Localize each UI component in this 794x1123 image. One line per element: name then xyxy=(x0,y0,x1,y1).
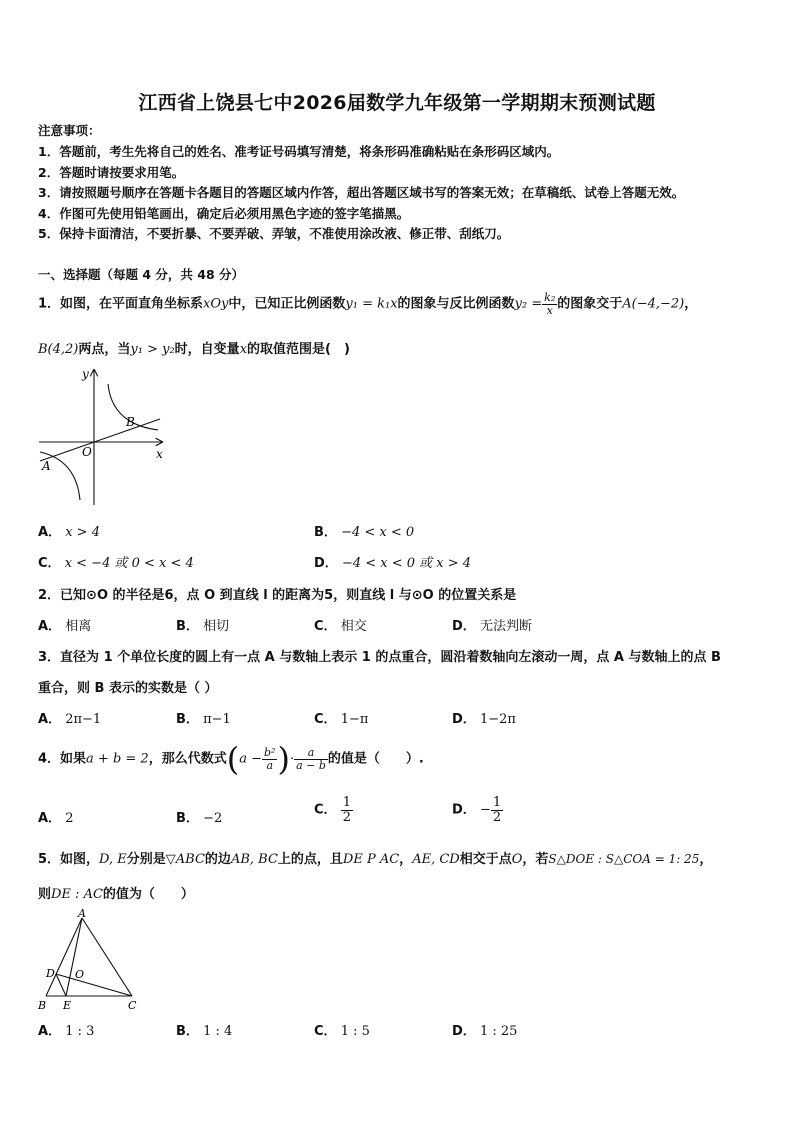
point-d-label: D xyxy=(46,967,55,980)
q1-function-graph xyxy=(36,364,168,508)
question-1-line-1: 1．如图，在平面直角坐标系xOy中，已知正比例函数y₁ = k₁x的图象与反比例函数y₂ = $\frac{\text{k₂}}{x}$ 的图象交于A(−4,−2)， xyxy=(38,291,698,317)
q5-option-b[interactable]: B． 1 : 4 xyxy=(176,1024,233,1039)
q4-option-c[interactable]: C． $\frac{1}{2}$ xyxy=(314,795,351,825)
question-5-line-2: 则DE : AC的值为（ ） xyxy=(38,887,194,902)
q2-option-c[interactable]: C． 相交 xyxy=(314,619,367,634)
notice-item: 2．答题时请按要求用笔。 xyxy=(38,165,185,180)
side-ac xyxy=(82,918,132,996)
q1-option-d[interactable]: D． −4 < x < 0 或 x > 4 xyxy=(314,556,472,571)
question-5-line-1: 5．如图，D, E分别是▽ABC的边AB, BC上的点，且DE P AC，AE, CD相交于点O，若S△DOE : S△COA = 1: 25， xyxy=(38,852,713,867)
fraction-k2-over-x: $\frac{\text{k₂}}{x}$ xyxy=(544,291,556,317)
q5-option-c[interactable]: C． 1 : 5 xyxy=(314,1024,370,1039)
vertex-b-label: B xyxy=(38,999,47,1012)
segment-ae xyxy=(66,918,85,996)
notice-item: 1．答题前，考生先将自己的姓名、准考证号码填写清楚，将条形码准确粘贴在条形码区域内。 xyxy=(38,144,560,159)
question-2: 2．已知⊙O 的半径是6，点 O 到直线 l 的距离为5，则直线 l 与⊙O 的位置关系是 xyxy=(38,588,517,603)
question-4: 4．如果a + b = 2，那么代数式(a − $\frac{\text{b²}}{a}$ )· $\frac{a}{a - b}$ 的值是（ ）. xyxy=(38,740,424,778)
notice-item: 3．请按照题号顺序在答题卡各题目的答题区域内作答，超出答题区域书写的答案无效；在草稿纸、试卷上答题无效。 xyxy=(38,185,685,200)
page-title: 江西省上饶县七中2026届数学九年级第一学期期末预测试题 xyxy=(138,92,656,114)
q4-option-d[interactable]: D． − $\frac{1}{2}$ xyxy=(452,795,502,825)
q1-option-b[interactable]: B． −4 < x < 0 xyxy=(314,525,415,540)
question-3-line-1: 3．直径为 1 个单位长度的圆上有一点 A 与数轴上表示 1 的点重合，圆沿着数轴向左滚动一周，点 A 与数轴上的点 B xyxy=(38,650,721,665)
q3-option-c[interactable]: C． 1−π xyxy=(314,712,369,727)
q2-option-b[interactable]: B． 相切 xyxy=(176,619,230,634)
x-label: x xyxy=(156,447,163,461)
fraction-b2-over-a: $\frac{\text{b²}}{a}$ xyxy=(264,745,276,772)
q1-option-a[interactable]: A． x > 4 xyxy=(38,525,100,540)
q1-option-c[interactable]: C． x < −4 或 0 < x < 4 xyxy=(38,556,194,571)
question-3-line-2: 重合，则 B 表示的实数是（ ） xyxy=(38,681,218,696)
vertex-a-label: A xyxy=(78,907,86,920)
q5-triangle-figure xyxy=(36,906,146,1012)
y-label: y xyxy=(82,367,89,381)
origin-label: O xyxy=(82,445,92,459)
question-1-line-2: B(4,2)两点，当y₁ > y₂时，自变量x的取值范围是( ) xyxy=(38,342,350,357)
fraction-a-over-a-minus-b: $\frac{a}{a - b}$ xyxy=(296,745,326,772)
q5-option-d[interactable]: D． 1 : 25 xyxy=(452,1024,518,1039)
point-e-label: E xyxy=(63,999,72,1012)
q5-option-a[interactable]: A． 1 : 3 xyxy=(38,1024,95,1039)
q3-option-b[interactable]: B． π−1 xyxy=(176,712,231,727)
point-b-label: B xyxy=(126,415,135,429)
q4-option-a[interactable]: A． 2 xyxy=(38,811,74,826)
q4-option-b[interactable]: B． −2 xyxy=(176,811,223,826)
q3-option-a[interactable]: A． 2π−1 xyxy=(38,712,102,727)
linear-function-line xyxy=(40,419,160,461)
side-ab xyxy=(46,918,85,996)
point-a-label: A xyxy=(42,459,51,473)
point-o-label: O xyxy=(75,968,85,981)
q3-option-d[interactable]: D． 1−2π xyxy=(452,712,516,727)
q2-option-d[interactable]: D． 无法判断 xyxy=(452,619,532,634)
vertex-c-label: C xyxy=(128,999,137,1012)
q2-option-a[interactable]: A． 相离 xyxy=(38,619,92,634)
notice-heading: 注意事项： xyxy=(38,123,101,138)
notice-item: 5．保持卡面清洁，不要折暴、不要弄破、弄皱，不准使用涂改液、修正带、刮纸刀。 xyxy=(38,226,510,241)
segment-de xyxy=(56,974,66,996)
left-paren: ( xyxy=(226,740,240,778)
section-heading: 一、选择题（每题 4 分，共 48 分） xyxy=(38,267,245,282)
right-paren: ) xyxy=(277,740,290,778)
notice-item: 4．作图可先使用铅笔画出，确定后必须用黑色字迹的签字笔描黑。 xyxy=(38,206,410,221)
